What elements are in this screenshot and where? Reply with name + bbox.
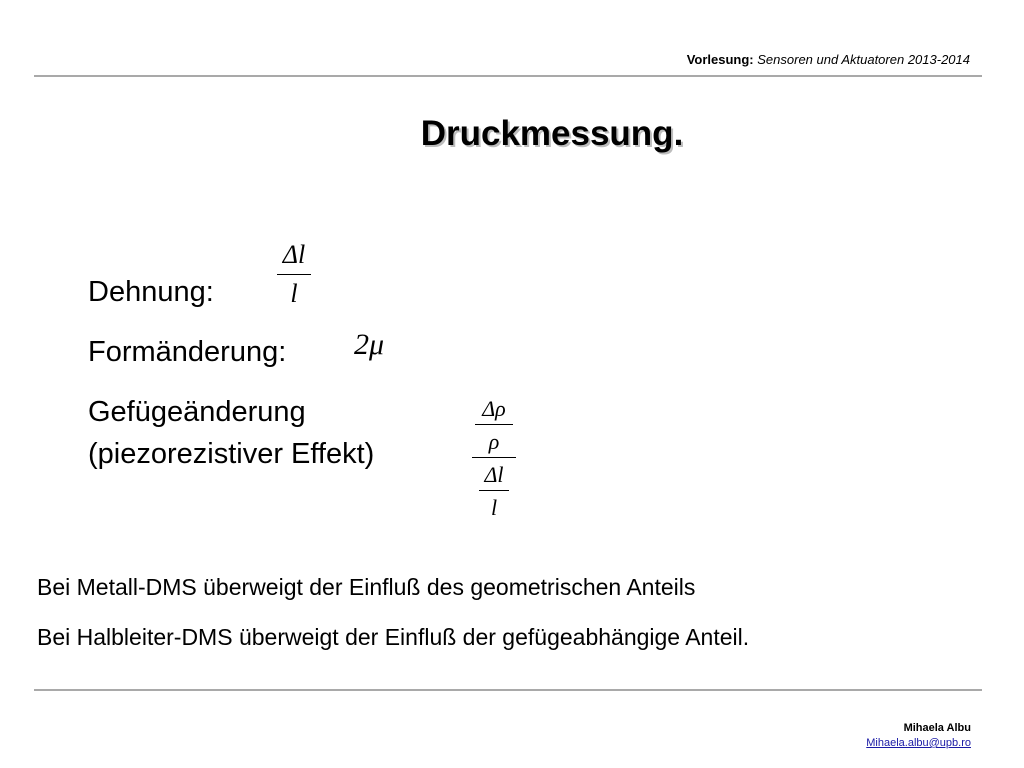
course-name: Sensoren und Aktuatoren 2013-2014 (757, 52, 970, 67)
fraction-bar (475, 424, 513, 425)
dehnung-label: Dehnung: (88, 276, 214, 308)
dehnung-denominator: l (290, 279, 298, 308)
slide-title: Druckmessung. (420, 114, 684, 153)
statement-halbleiter: Bei Halbleiter-DMS überweigt der Einfluß der gefügeabhängige Anteil. (37, 624, 750, 650)
gefuege-label-line2: (piezorezistiver Effekt) (88, 438, 375, 470)
gefuege-top-numerator: Δρ (482, 396, 506, 421)
gefuege-top-denominator: ρ (488, 429, 500, 454)
gefuege-bottom-denominator: l (490, 495, 498, 520)
gefuege-bottom-numerator: Δl (484, 462, 504, 487)
lecture-label: Vorlesung: (686, 52, 754, 67)
author-email-link[interactable]: Mihaela.albu@upb.ro (866, 737, 971, 749)
top-divider (34, 75, 982, 77)
gefuege-label-line1: Gefügeänderung (88, 396, 306, 428)
formaenderung-formula: 2μ (354, 328, 385, 361)
gefuege-compound-fraction (472, 396, 516, 521)
lecture-header (687, 52, 970, 67)
fraction-bar (479, 490, 509, 491)
formaenderung-label: Formänderung: (88, 336, 287, 368)
dehnung-numerator: Δl (282, 240, 306, 269)
fraction-bar (277, 274, 311, 275)
author-name: Mihaela Albu (903, 722, 971, 734)
dehnung-fraction (274, 240, 314, 309)
main-fraction-bar (472, 457, 516, 458)
statement-metall: Bei Metall-DMS überweigt der Einfluß des geometrischen Anteils (37, 574, 696, 600)
bottom-divider (34, 689, 982, 691)
